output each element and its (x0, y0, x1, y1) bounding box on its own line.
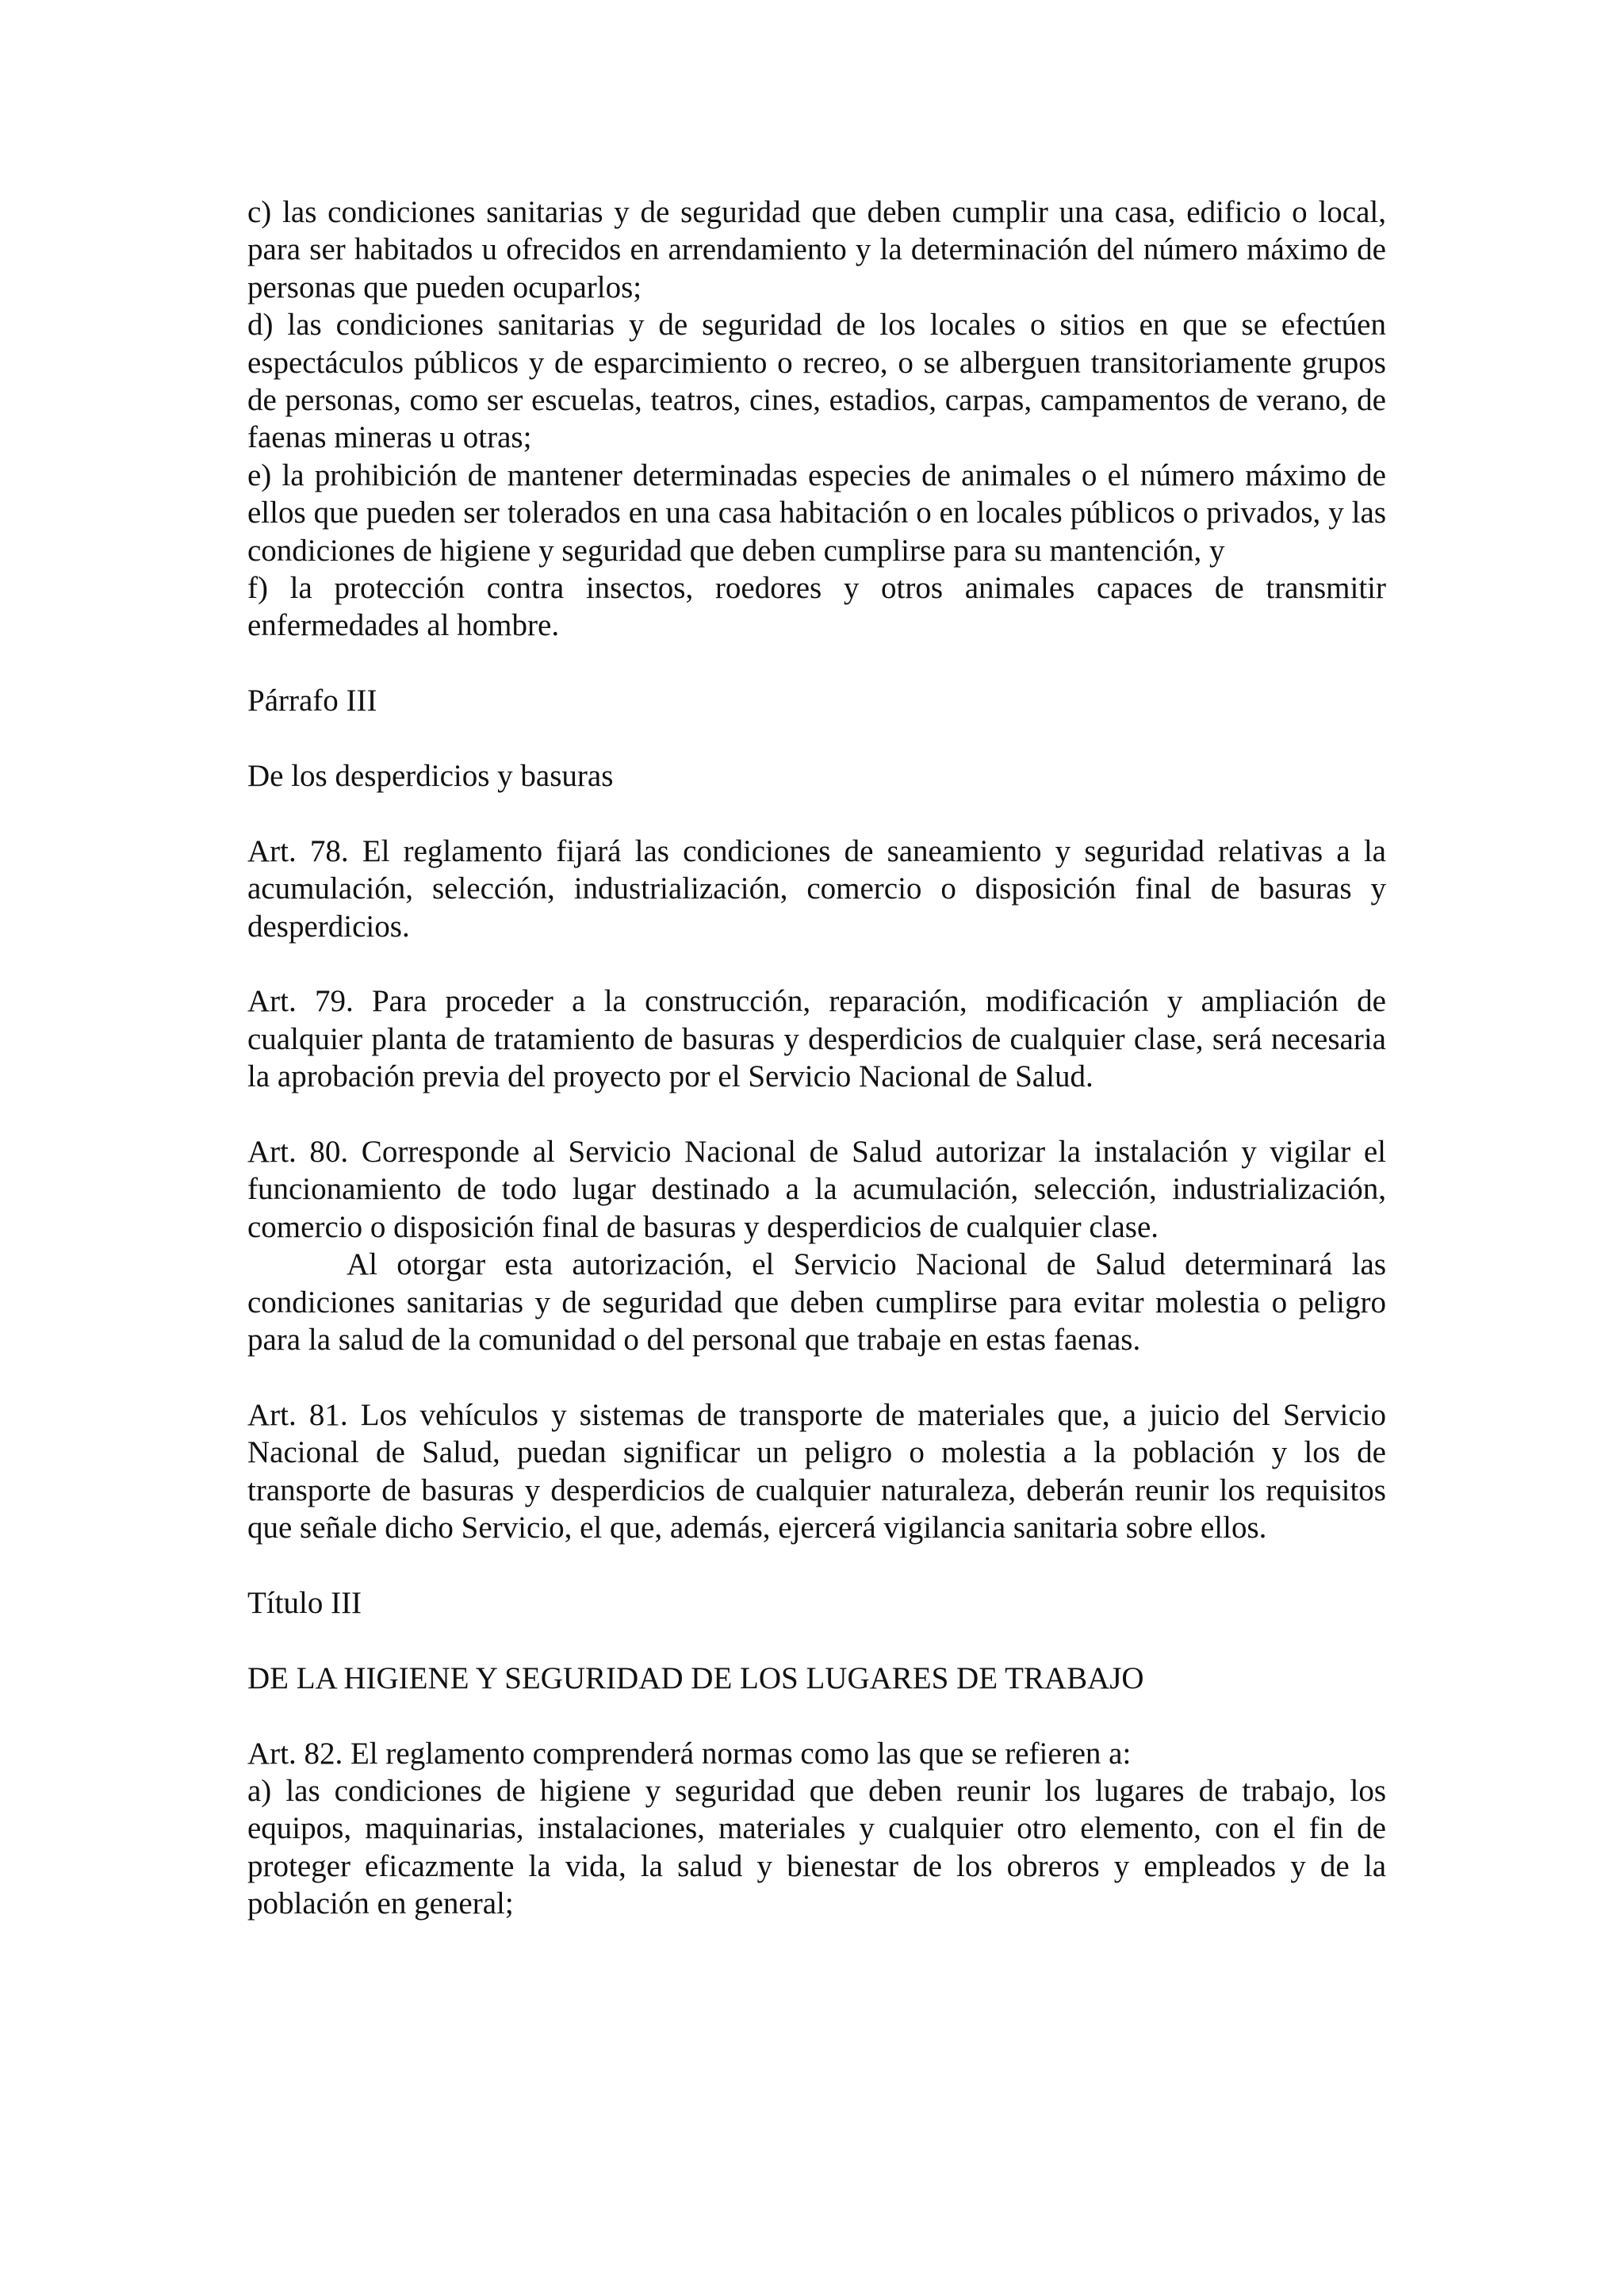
spacer (247, 1547, 1386, 1584)
paragraph-title: De los desperdicios y basuras (247, 759, 614, 794)
paragraph-heading: Párrafo III (247, 684, 377, 718)
spacer (247, 945, 1386, 982)
spacer (247, 1622, 1386, 1659)
article-82: Art. 82. El reglamento comprenderá normas como las que se refieren a: (247, 1736, 1132, 1771)
title-text: DE LA HIGIENE Y SEGURIDAD DE LOS LUGARES DE TRABAJO (247, 1660, 1144, 1695)
spacer (247, 1359, 1386, 1396)
item-d: d) las condiciones sanitarias y de seguridad de los locales o sitios en que se efectúen espectáculos públicos y de esparcimiento o recreo, o se alberguen transitoriamente grupos de personas, como ser escuelas, teatros, cines, estadios, carpas, campamentos de verano, de faenas mineras u otras; (247, 308, 1386, 455)
spacer (247, 1697, 1386, 1734)
article-80: Art. 80. Corresponde al Servicio Nacional de Salud autorizar la instalación y vigilar el funcionamiento de todo lugar destinado a la acumulación, selección, industrialización, comercio o disposición final de basuras y desperdicios de cualquier clase. (247, 1135, 1386, 1244)
article-81: Art. 81. Los vehículos y sistemas de transporte de materiales que, a juicio del Servicio Nacional de Salud, puedan significar un peligro o molestia a la población y los de transporte de basuras y desperdicios de cualquier naturaleza, deberán reunir los requisitos que señale dicho Servicio, el que, además, ejercerá vigilancia sanitaria sobre ellos. (247, 1397, 1386, 1545)
item-e: e) la prohibición de mantener determinadas especies de animales o el número máximo de ellos que pueden ser tolerados en una casa habitación o en locales públicos o privados, y las condiciones de higiene y seguridad que deben cumplirse para su mantención, y (247, 458, 1386, 568)
spacer (247, 720, 1386, 757)
article-79: Art. 79. Para proceder a la construcción, reparación, modificación y ampliación de cualquier planta de tratamiento de basuras y desperdicios de cualquier clase, será necesaria la aprobación previa del proyecto por el Servicio Nacional de Salud. (247, 984, 1386, 1094)
article-78: Art. 78. El reglamento fijará las condiciones de saneamiento y seguridad relativas a la acumulación, selección, industrialización, comercio o disposición final de basuras y desperdicios. (247, 833, 1386, 944)
spacer (247, 1096, 1386, 1133)
item-f: f) la protección contra insectos, roedores y otros animales capaces de transmitir enfermedades al hombre. (247, 571, 1386, 643)
article-80-continuation: Al otorgar esta autorización, el Servicio Nacional de Salud determinará las condiciones sanitarias y de seguridad que deben cumplirse para evitar molestia o peligro para la salud de la comunidad o del personal que trabaje en estas faenas. (247, 1247, 1386, 1358)
spacer (247, 795, 1386, 832)
title-heading: Título III (247, 1585, 362, 1620)
article-82-item-a: a) las condiciones de higiene y seguridad que deben reunir los lugares de trabajo, los equipos, maquinarias, instalaciones, materiales y cualquier otro elemento, con el fin de proteger eficazmente la vida, la salud y bienestar de los obreros y empleados y de la población en general; (247, 1773, 1386, 1921)
document-page (247, 193, 1386, 1923)
item-c: c) las condiciones sanitarias y de seguridad que deben cumplir una casa, edificio o local, para ser habitados u ofrecidos en arrendamiento y la determinación del número máximo de personas que pueden ocuparlos; (247, 195, 1386, 304)
spacer (247, 645, 1386, 682)
